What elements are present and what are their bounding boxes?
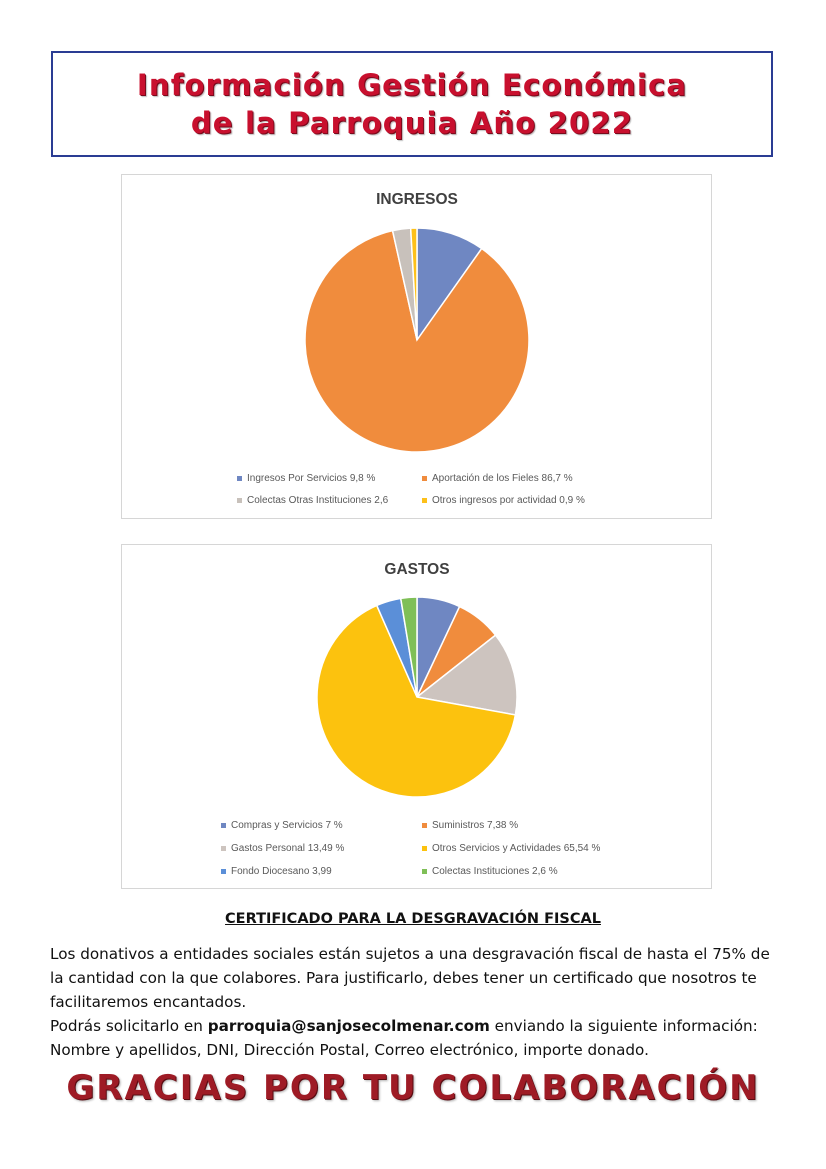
legend-swatch-0 xyxy=(221,823,226,828)
legend-label-5: Colectas Instituciones 2,6 % xyxy=(432,866,558,877)
gastos-chart-panel xyxy=(121,544,712,889)
certificate-heading: CERTIFICADO PARA LA DESGRAVACIÓN FISCAL xyxy=(225,911,601,927)
gastos-pie-chart xyxy=(122,545,711,888)
request-prefix: Podrás solicitarlo en xyxy=(50,1017,208,1035)
ingresos-chart-panel xyxy=(121,174,712,519)
legend-label-1: Aportación de los Fieles 86,7 % xyxy=(432,473,573,484)
ingresos-pie-chart xyxy=(122,175,711,518)
legend-label-3: Otros ingresos por actividad 0,9 % xyxy=(432,495,585,506)
chart-title: INGRESOS xyxy=(376,191,458,208)
legend-swatch-1 xyxy=(422,823,427,828)
legend-label-1: Suministros 7,38 % xyxy=(432,820,519,831)
title-box xyxy=(51,51,773,157)
legend-label-0: Compras y Servicios 7 % xyxy=(231,820,343,831)
legend-swatch-4 xyxy=(221,869,226,874)
certificate-paragraph-2 xyxy=(50,1014,780,1062)
thanks-banner: GRACIAS POR TU COLABORACIÓN xyxy=(66,1068,760,1108)
contact-email-link[interactable]: parroquia@sanjosecolmenar.com xyxy=(207,1017,490,1035)
legend-label-2: Colectas Otras Instituciones 2,6 xyxy=(247,495,389,506)
certificate-paragraph-1: Los donativos a entidades sociales están sujetos a una desgravación fiscal de hasta el 75% de la cantidad con la que colabores. Para justificarlo, debes tener un certificado que nosotros te facilitaremos encantados. xyxy=(50,945,770,1011)
chart-title: GASTOS xyxy=(384,561,450,578)
page-title-line-2: de la Parroquia Año 2022 xyxy=(190,106,634,140)
legend-label-3: Otros Servicios y Actividades 65,54 % xyxy=(432,843,601,854)
legend-swatch-0 xyxy=(237,476,242,481)
certificate-text xyxy=(50,942,780,1062)
legend-swatch-1 xyxy=(422,476,427,481)
legend-swatch-3 xyxy=(422,846,427,851)
page-title-line-1: Información Gestión Económica xyxy=(136,68,688,102)
legend-swatch-2 xyxy=(237,498,242,503)
legend-label-2: Gastos Personal 13,49 % xyxy=(231,843,345,854)
legend-label-0: Ingresos Por Servicios 9,8 % xyxy=(247,473,376,484)
legend-swatch-2 xyxy=(221,846,226,851)
request-suffix: enviando la siguiente información: Nombre y apellidos, DNI, Dirección Postal, Correo electrónico, importe donado. xyxy=(50,1017,758,1059)
legend-swatch-5 xyxy=(422,869,427,874)
legend-label-4: Fondo Diocesano 3,99 xyxy=(231,866,332,877)
legend-swatch-3 xyxy=(422,498,427,503)
